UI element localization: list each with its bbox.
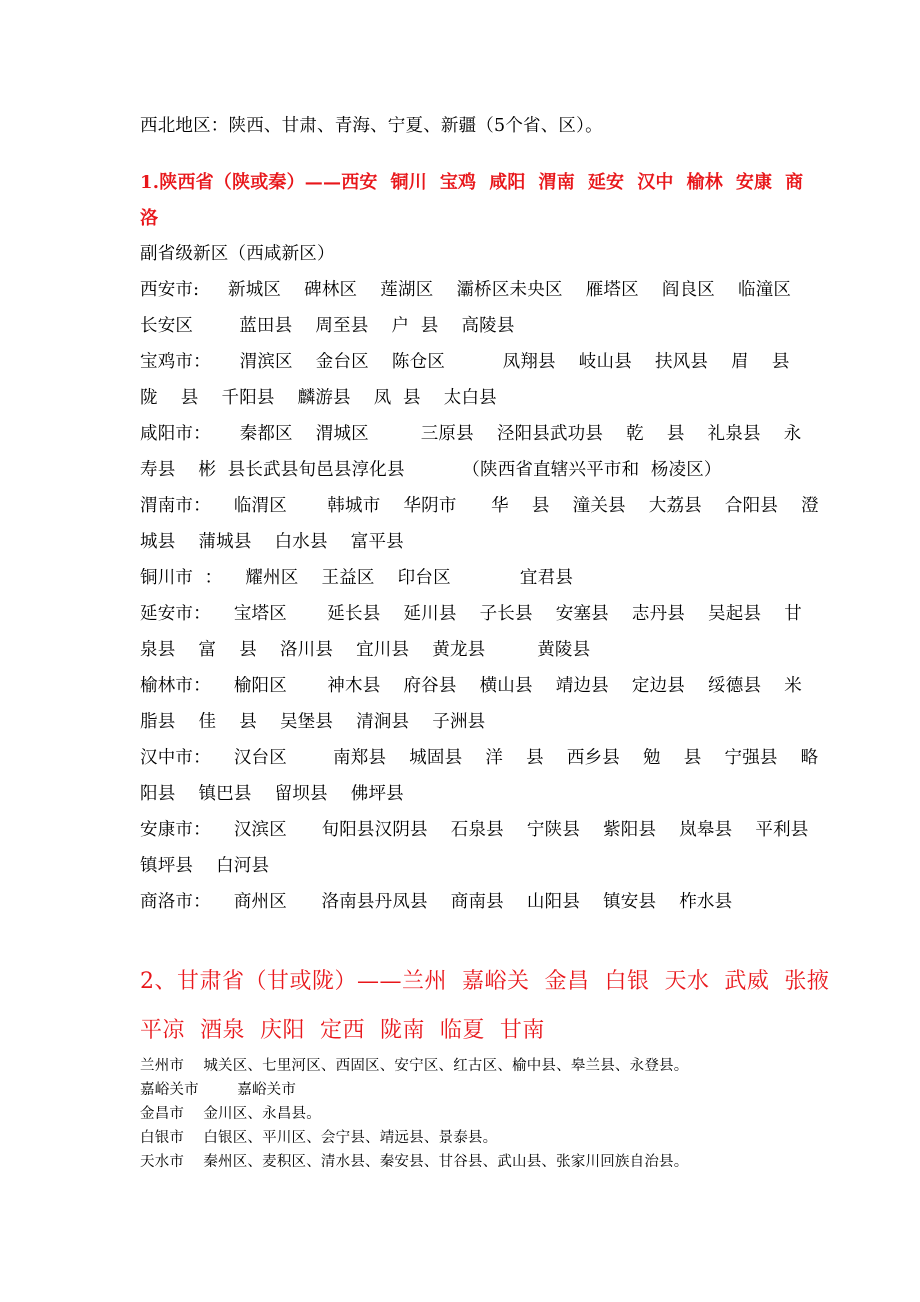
gansu-line: 白银市 白银区、平川区、会宁县、靖远县、景泰县。 [140, 1130, 498, 1146]
shaanxi-line: 泉县 富 县 洛川县 宜川县 黄龙县 黄陵县 [140, 640, 591, 660]
shaanxi-line: 镇坪县 白河县 [140, 856, 270, 876]
gansu-heading-cont: 平凉 酒泉 庆阳 定西 陇南 临夏 甘南 [140, 1018, 545, 1043]
shaanxi-line: 延安市： 宝塔区 延长县 延川县 子长县 安塞县 志丹县 吴起县 甘 [140, 604, 802, 624]
shaanxi-line: 西安市: 新城区 碑林区 莲湖区 灞桥区未央区 雁塔区 阎良区 临潼区 [140, 280, 792, 300]
shaanxi-line: 铜川市 ： 耀州区 王益区 印台区 宜君县 [140, 568, 574, 588]
shaanxi-line: 安康市： 汉滨区 旬阳县汉阴县 石泉县 宁陕县 紫阳县 岚皋县 平利县 [140, 820, 809, 840]
shaanxi-heading-cont: 洛 [140, 208, 159, 229]
intro-text: 西北地区：陕西、甘肃、青海、宁夏、新疆（5个省、区）。 [140, 116, 603, 136]
shaanxi-line: 阳县 镇巴县 留坝县 佛坪县 [140, 784, 404, 804]
gansu-heading: 2、甘肃省（甘或陇）——兰州 嘉峪关 金昌 白银 天水 武威 张掖 [140, 969, 830, 994]
shaanxi-line: 咸阳市： 秦都区 渭城区 三原县 泾阳县武功县 乾 县 礼泉县 永 [140, 424, 802, 444]
gansu-line: 金昌市 金川区、永昌县。 [140, 1106, 321, 1122]
shaanxi-line: 渭南市： 临渭区 韩城市 华阴市 华 县 潼关县 大荔县 合阳县 澄 [140, 496, 819, 516]
shaanxi-line: 副省级新区（西咸新区） [140, 244, 335, 264]
shaanxi-heading: 1.陕西省（陕或秦）——西安 铜川 宝鸡 咸阳 渭南 延安 汉中 榆林 安康 商 [140, 172, 804, 193]
gansu-line: 嘉峪关市 嘉峪关市 [140, 1082, 297, 1098]
shaanxi-line: 寿县 彬 县长武县旬邑县淳化县 （陕西省直辖兴平市和 杨凌区） [140, 460, 722, 480]
gansu-line: 兰州市 城关区、七里河区、西固区、安宁区、红古区、榆中县、皋兰县、永登县。 [140, 1058, 689, 1074]
shaanxi-line: 榆林市： 榆阳区 神木县 府谷县 横山县 靖边县 定边县 绥德县 米 [140, 676, 802, 696]
shaanxi-line: 宝鸡市： 渭滨区 金台区 陈仓区 凤翔县 岐山县 扶风县 眉 县 [140, 352, 790, 372]
shaanxi-line: 汉中市： 汉台区 南郑县 城固县 洋 县 西乡县 勉 县 宁强县 略 [140, 748, 819, 768]
shaanxi-line: 陇 县 千阳县 麟游县 凤 县 太白县 [140, 388, 497, 408]
shaanxi-line: 商洛市： 商州区 洛南县丹凤县 商南县 山阳县 镇安县 柞水县 [140, 892, 733, 912]
shaanxi-line: 长安区 蓝田县 周至县 户 县 高陵县 [140, 316, 515, 336]
gansu-line: 天水市 秦州区、麦积区、清水县、秦安县、甘谷县、武山县、张家川回族自治县。 [140, 1154, 689, 1170]
shaanxi-line: 城县 蒲城县 白水县 富平县 [140, 532, 404, 552]
shaanxi-line: 脂县 佳 县 吴堡县 清涧县 子洲县 [140, 712, 486, 732]
